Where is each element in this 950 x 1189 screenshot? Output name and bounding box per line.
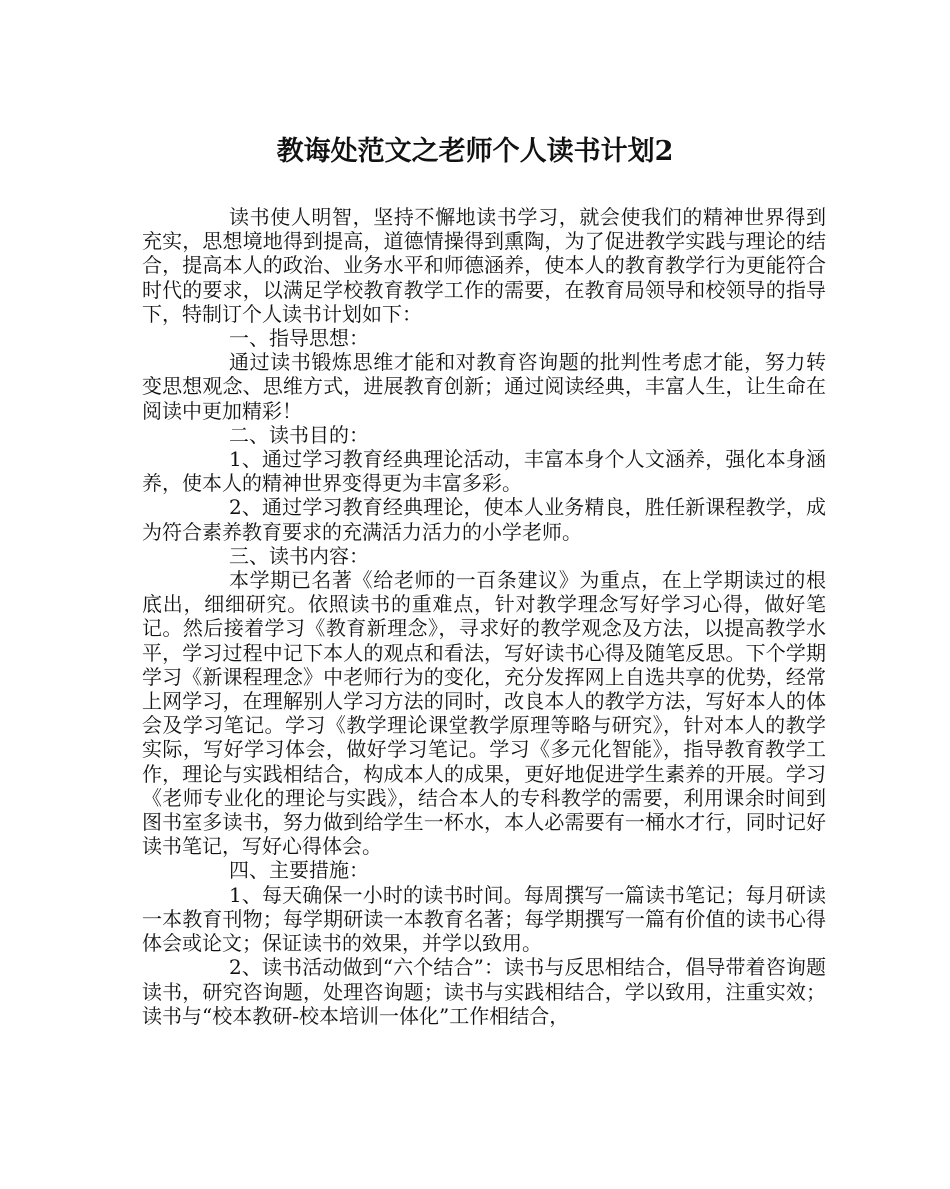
section-heading-guiding-thought: 一、指导思想： (229, 326, 369, 351)
paragraph-purpose-2: 2、通过学习教育经典理论，使本人业务精良，胜任新课程教学，成为符合素养教育要求的充满活力活力的小学老师。 (142, 495, 826, 544)
paragraph-guiding-thought: 通过读书锻炼思维才能和对教育咨询题的批判性考虑才能，努力转变思想观念、思维方式，进展教育创新；通过阅读经典，丰富人生，让生命在阅读中更加精彩！ (142, 350, 826, 423)
paragraph-measure-2: 2、读书活动做到“六个结合”：读书与反思相结合，倡导带着咨询题读书，研究咨询题，处理咨询题；读书与实践相结合，学以致用，注重实效；读书与“校本教研-校本培训一体化”工作相结合， (142, 955, 826, 1028)
paragraph-reading-content: 本学期已名著《给老师的一百条建议》为重点，在上学期读过的根底出，细细研究。依照读书的重难点，针对教学理念写好学习心得，做好笔记。然后接着学习《教育新理念》，寻求好的教学观念及方法，以提高教学水平，学习过程中记下本人的观点和看法，写好读书心得及随笔反思。下个学期学习《新课程理念》中老师行为的变化，充分发挥网上自选共享的优势，经常上网学习，在理解别人学习方法的同时，改良本人的教学方法，写好本人的体会及学习笔记。学习《教学理论课堂教学原理等略与研究》，针对本人的教学实际，写好学习体会，做好学习笔记。学习《多元化智能》，指导教育教学工作，理论与实践相结合，构成本人的成果，更好地促进学生素养的开展。学习《老师专业化的理论与实践》，结合本人的专科教学的需要，利用课余时间到图书室多读书，努力做到给学生一杯水，本人必需要有一桶水才行，同时记好读书笔记，写好心得体会。 (142, 568, 826, 859)
section-heading-reading-content: 三、读书内容： (229, 543, 369, 568)
section-heading-reading-purpose: 二、读书目的： (229, 422, 369, 447)
document-body (142, 205, 826, 1028)
section-heading-main-measures: 四、主要措施： (229, 858, 369, 883)
paragraph-measure-1: 1、每天确保一小时的读书时间。每周撰写一篇读书笔记；每月研读一本教育刊物；每学期研读一本教育名著；每学期撰写一篇有价值的读书心得体会或论文；保证读书的效果，并学以致用。 (142, 882, 826, 956)
document-title: 教诲处范文之老师个人读书计划2 (276, 136, 674, 167)
paragraph-intro: 读书使人明智，坚持不懈地读书学习，就会使我们的精神世界得到充实，思想境地得到提高，道德情操得到熏陶，为了促进教学实践与理论的结合，提高本人的政治、业务水平和师德涵养，使本人的教育教学行为更能符合时代的要求，以满足学校教育教学工作的需要，在教育局领导和校领导的指导下，特制订个人读书计划如下： (142, 205, 826, 326)
paragraph-purpose-1: 1、通过学习教育经典理论活动，丰富本身个人文涵养，强化本身涵养，使本人的精神世界变得更为丰富多彩。 (142, 447, 826, 496)
